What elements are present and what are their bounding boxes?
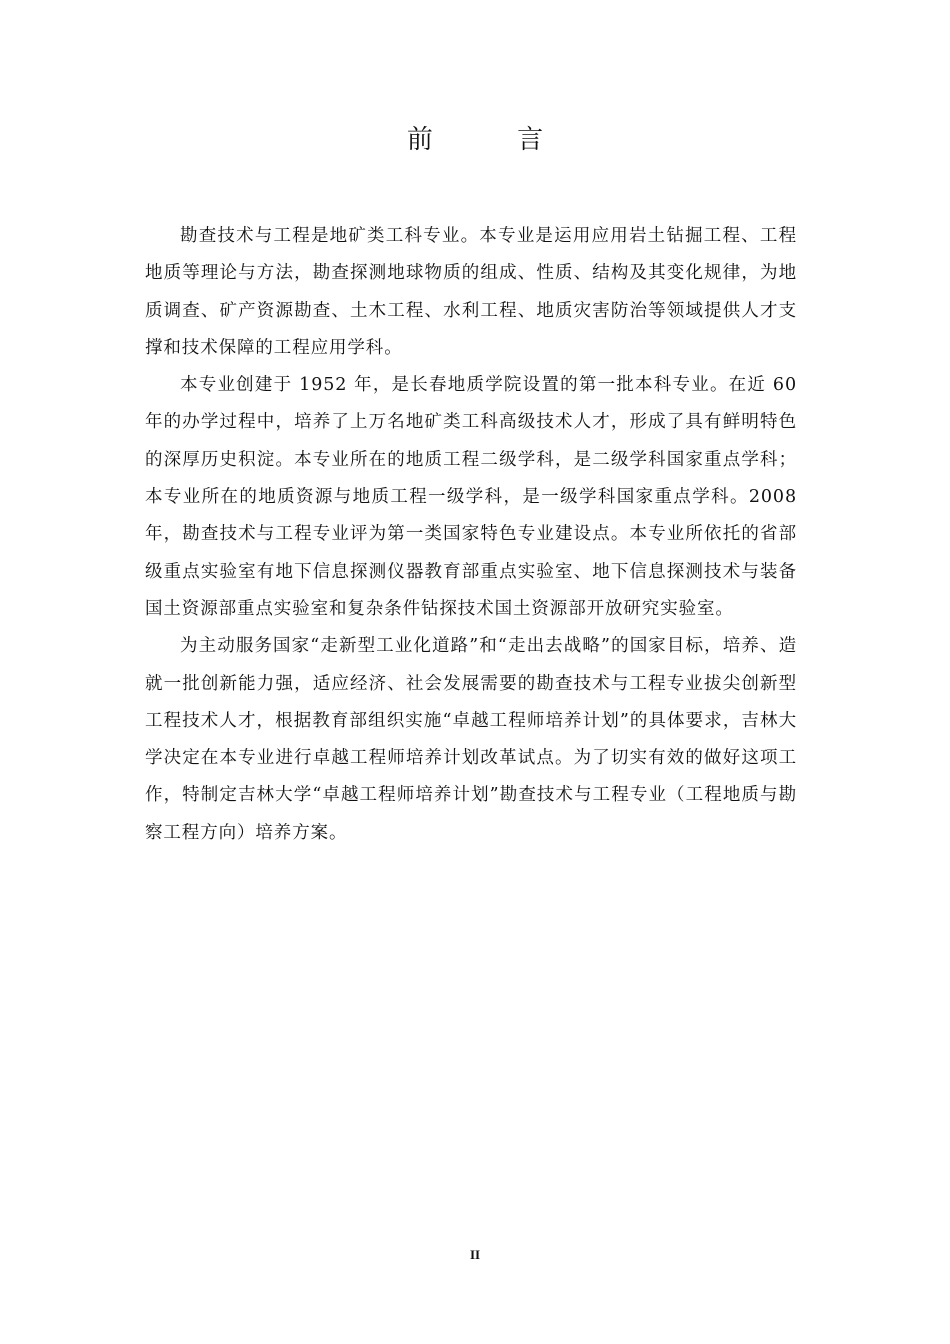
paragraph-3: 为主动服务国家“走新型工业化道路”和“走出去战略”的国家目标，培养、造就一批创新能力强，适应经济、社会发展需要的勘查技术与工程专业拔尖创新型工程技术人才，根据教育部组织实施“卓越工程师培养计划”的具体要求，吉林大学决定在本专业进行卓越工程师培养计划改革试点。为了切实有效的做好这项工作，特制定吉林大学“卓越工程师培养计划”勘查技术与工程专业（工程地质与勘察工程方向）培养方案。 <box>145 636 797 843</box>
page-title: 前 言 <box>406 125 582 155</box>
page-number: II <box>469 1247 481 1262</box>
paragraph-2: 本专业创建于 1952 年，是长春地质学院设置的第一批本科专业。在近 60 年的办学过程中，培养了上万名地矿类工科高级技术人才，形成了具有鲜明特色的深厚历史积淀。本专业所在的地质工程二级学科，是二级学科国家重点学科；本专业所在的地质资源与地质工程一级学科，是一级学科国家重点学科。2008 年，勘查技术与工程专业评为第一类国家特色专业建设点。本专业所依托的省部级重点实验室有地下信息探测仪器教育部重点实验室、地下信息探测技术与装备国土资源部重点实验室和复杂条件钻探技术国土资源部开放研究实验室。 <box>145 375 797 619</box>
paragraph-1: 勘查技术与工程是地矿类工科专业。本专业是运用应用岩土钻掘工程、工程地质等理论与方法，勘查探测地球物质的组成、性质、结构及其变化规律，为地质调查、矿产资源勘查、土木工程、水利工程、地质灾害防治等领域提供人才支撑和技术保障的工程应用学科。 <box>145 226 797 358</box>
body-text <box>145 218 797 852</box>
